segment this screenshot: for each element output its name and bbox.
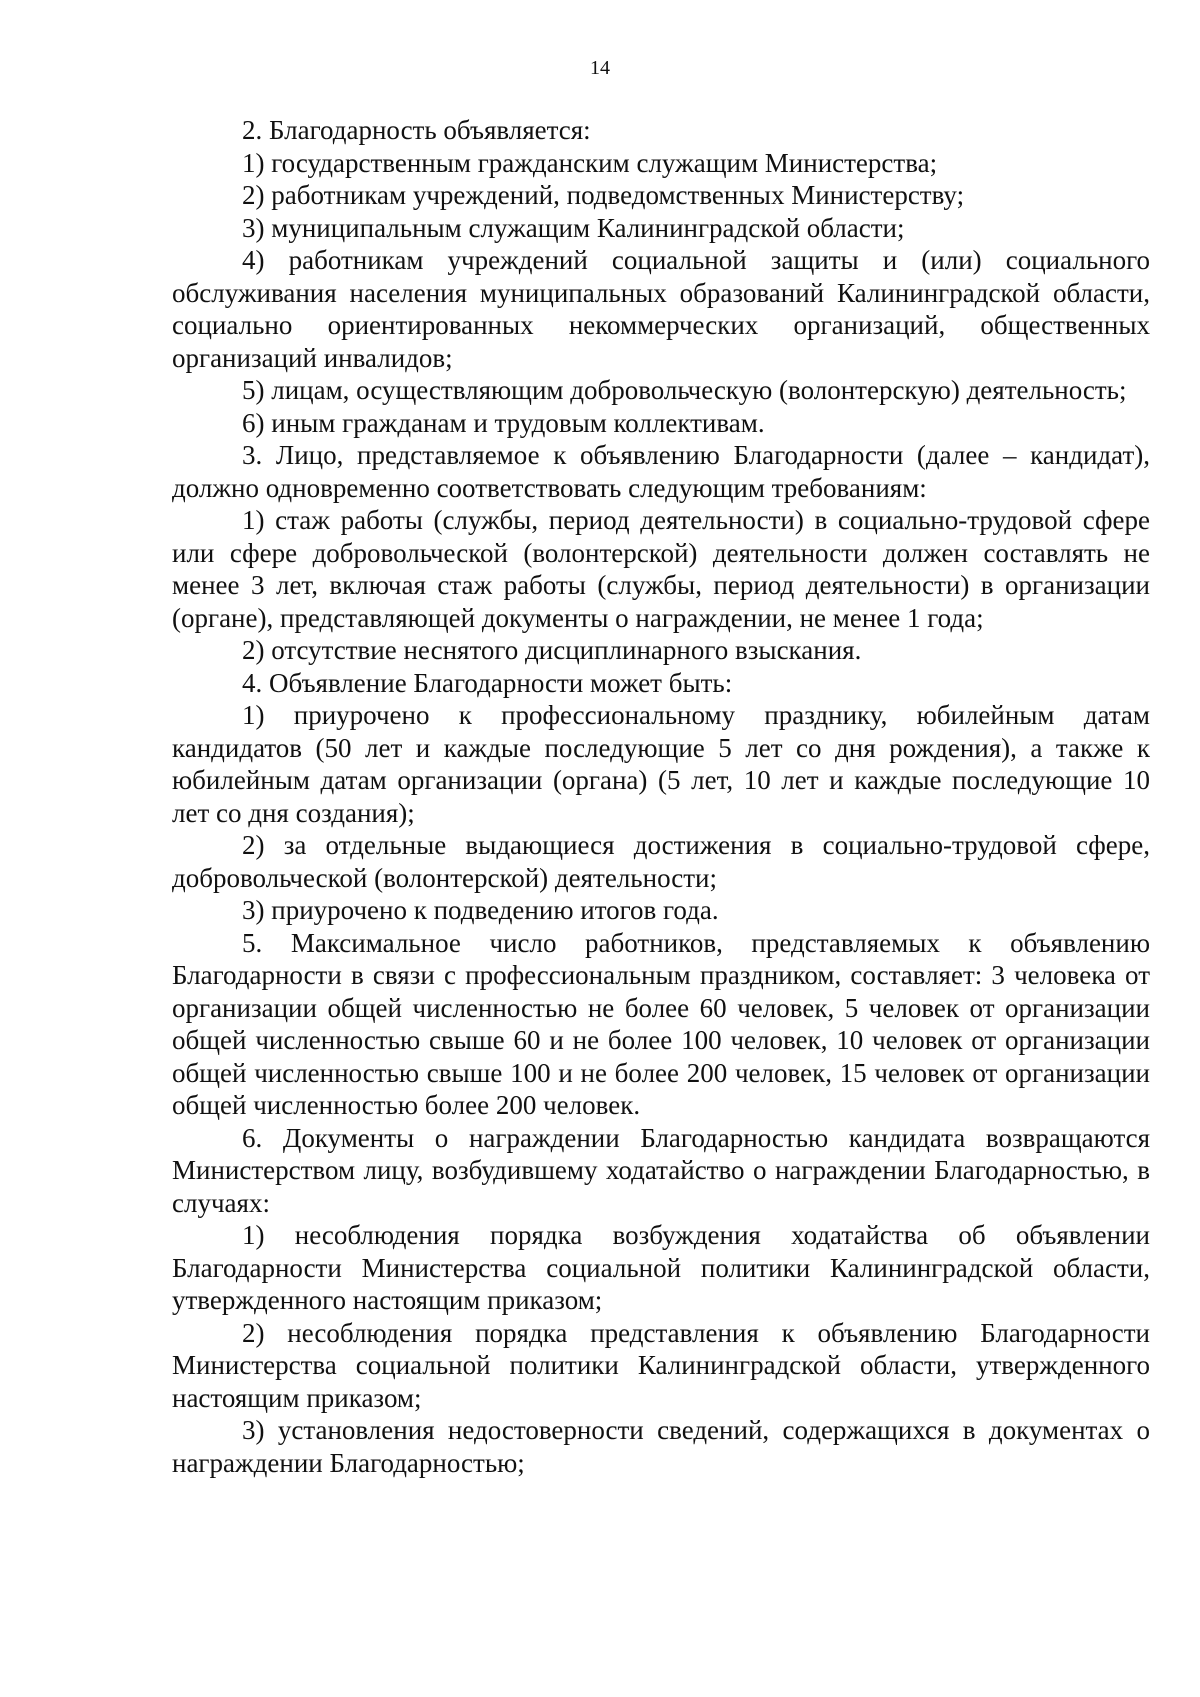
paragraph: 3) муниципальным служащим Калининградской области; (242, 212, 905, 243)
page-number: 14 (590, 57, 610, 79)
paragraph: 2) отсутствие неснятого дисциплинарного взыскания. (242, 635, 862, 665)
paragraph: 4) работникам учреждений социальной защиты и (или) социального обслуживания населения муниципальных образований Калининградской области, социально ориентированных некоммерческих организаций, общественных организаций инвалидов; (172, 245, 1150, 373)
document-body (172, 114, 1150, 1479)
paragraph: 4. Объявление Благодарности может быть: (242, 667, 733, 698)
paragraph: 1) приурочено к профессиональному празднику, юбилейным датам кандидатов (50 лет и каждые последующие 5 лет со дня рождения), а также к юбилейным датам организации (органа) (5 лет, 10 лет и каждые последующие 10 лет со дня создания); (172, 700, 1150, 828)
paragraph: 2. Благодарность объявляется: (242, 115, 591, 145)
paragraph: 5. Максимальное число работников, представляемых к объявлению Благодарности в связи с профессиональным праздником, составляет: 3 человека от организации общей численностью не более 60 человек, 5 человек от организации общей численностью свыше 60 и не более 100 человек, 10 человек от организации общей численностью свыше 100 и не более 200 человек, 15 человек от организации общей численностью более 200 человек. (172, 927, 1150, 1120)
paragraph: 2) несоблюдения порядка представления к объявлению Благодарности Министерства социальной политики Калининградской области, утвержденного настоящим приказом; (172, 1317, 1150, 1413)
paragraph: 6) иным гражданам и трудовым коллективам. (242, 407, 765, 438)
paragraph: 6. Документы о награждении Благодарностью кандидата возвращаются Министерством лицу, возбудившему ходатайство о награждении Благодарностью, в случаях: (172, 1122, 1150, 1218)
paragraph: 1) стаж работы (службы, период деятельности) в социально-трудовой сфере или сфере добровольческой (волонтерской) деятельности должен составлять не менее 3 лет, включая стаж работы (службы, период деятельности) в организации (органе), представляющей документы о награждении, не менее 1 года; (172, 505, 1150, 633)
paragraph: 5) лицам, осуществляющим добровольческую (волонтерскую) деятельность; (242, 375, 1127, 405)
paragraph: 3. Лицо, представляемое к объявлению Благодарности (далее – кандидат), должно одновременно соответствовать следующим требованиям: (172, 440, 1150, 503)
paragraph: 2) работникам учреждений, подведомственных Министерству; (242, 180, 965, 210)
paragraph: 2) за отдельные выдающиеся достижения в социально-трудовой сфере, добровольческой (волонтерской) деятельности; (172, 830, 1150, 893)
paragraph: 3) приурочено к подведению итогов года. (242, 895, 719, 925)
paragraph: 1) государственным гражданским служащим Министерства; (242, 147, 938, 178)
paragraph: 3) установления недостоверности сведений, содержащихся в документах о награждении Благодарностью; (172, 1415, 1150, 1478)
paragraph: 1) несоблюдения порядка возбуждения ходатайства об объявлении Благодарности Министерства социальной политики Калининградской области, утвержденного настоящим приказом; (172, 1220, 1150, 1315)
